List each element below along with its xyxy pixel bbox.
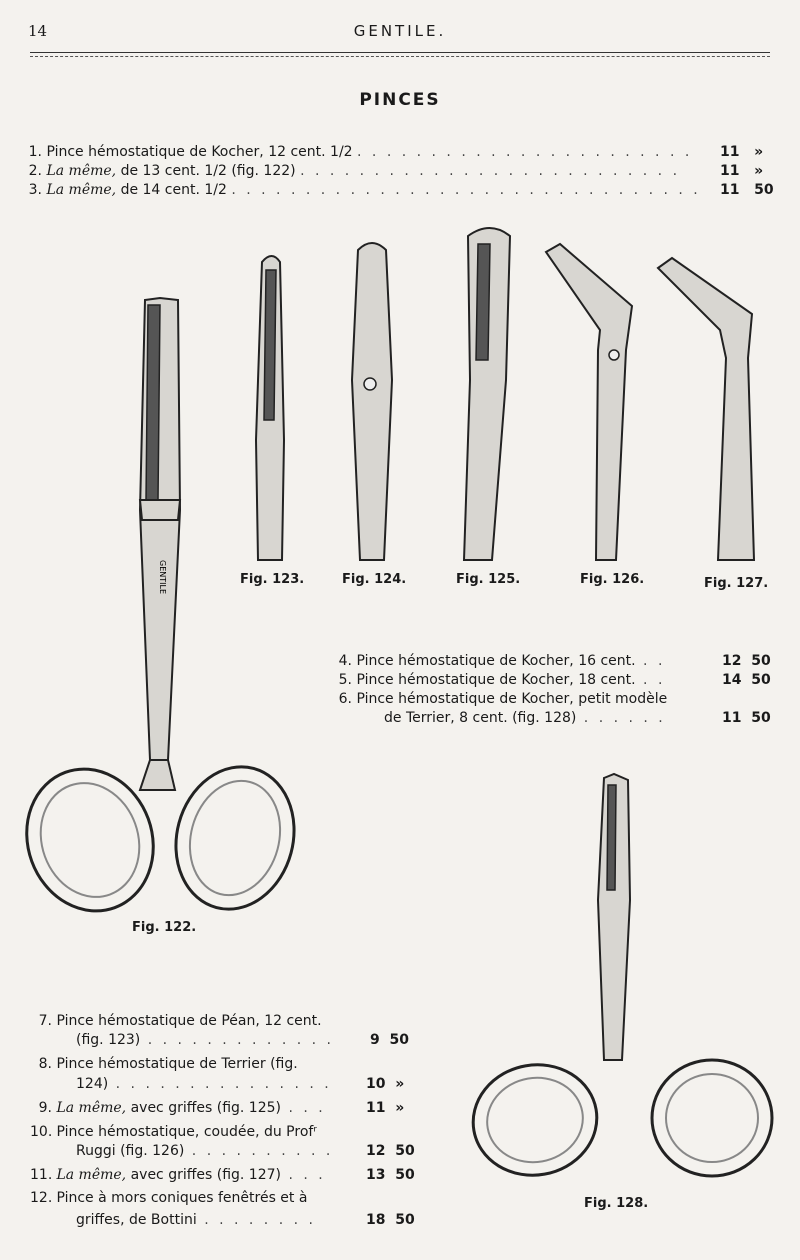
list-item: 3. La même, de 14 cent. 1/2 . . . . . . . . . . . . . . . . . . . . . . . . . . . . . . . . <box>28 182 701 198</box>
list-item: 8. Pince hémostatique de Terrier (fig. <box>38 1056 298 1072</box>
caption-fig-125: Fig. 125. <box>456 572 521 587</box>
forceps-fig-123 <box>256 256 284 560</box>
forceps-fig-127 <box>658 258 754 560</box>
list-item: 2. La même, de 13 cent. 1/2 (fig. 122) . . . . . . . . . . . . . . . . . . . . . . . . . . <box>28 163 681 179</box>
price-item-7: 9 50 <box>370 1032 409 1048</box>
running-title: GENTILE. <box>353 22 447 40</box>
list-item: 11. La même, avec griffes (fig. 127) . . . <box>30 1167 326 1183</box>
page-number: 14 <box>28 22 48 40</box>
list-item: 10. Pince hémostatique, coudée, du Profʳ <box>30 1124 317 1140</box>
price-item-3: 11 50 <box>720 182 774 198</box>
forceps-fig-126 <box>546 244 632 560</box>
caption-fig-123: Fig. 123. <box>240 572 305 587</box>
price-item-6: 11 50 <box>722 710 771 726</box>
forceps-fig-128 <box>464 774 772 1185</box>
list-item: 5. Pince hémostatique de Kocher, 18 cent. . . <box>338 672 666 688</box>
forceps-fig-125 <box>464 228 510 560</box>
list-item: 9. La même, avec griffes (fig. 125) . . . <box>38 1100 326 1116</box>
forceps-fig-124 <box>352 243 392 560</box>
price-item-4: 12 50 <box>722 653 771 669</box>
price-item-11: 13 50 <box>366 1167 415 1183</box>
section-title: PINCES <box>359 90 441 110</box>
list-item: 1. Pince hémostatique de Kocher, 12 cent. 1/2 . . . . . . . . . . . . . . . . . . . . . . . <box>28 144 693 160</box>
caption-fig-127: Fig. 127. <box>704 576 769 591</box>
maker-stamp: GENTILE <box>158 560 167 594</box>
list-item: 6. Pince hémostatique de Kocher, petit modèle <box>338 691 668 707</box>
price-item-2: 11 » <box>720 163 764 179</box>
list-item-continuation: (fig. 123) . . . . . . . . . . . . . <box>76 1032 334 1048</box>
caption-fig-126: Fig. 126. <box>580 572 645 587</box>
list-item-continuation: Ruggi (fig. 126) . . . . . . . . . . <box>76 1143 334 1159</box>
caption-fig-128: Fig. 128. <box>584 1196 649 1211</box>
list-item-continuation: de Terrier, 8 cent. (fig. 128) . . . . . . <box>384 710 666 726</box>
price-item-12: 18 50 <box>366 1212 415 1228</box>
price-item-1: 11 » <box>720 144 764 160</box>
price-item-9: 11 » <box>366 1100 405 1116</box>
list-item: 4. Pince hémostatique de Kocher, 16 cent. . . <box>338 653 666 669</box>
caption-fig-122: Fig. 122. <box>132 920 197 935</box>
list-item: 12. Pince à mors coniques fenêtrés et à <box>30 1190 308 1206</box>
list-item-continuation: 124) . . . . . . . . . . . . . . . <box>76 1076 332 1092</box>
price-item-10: 12 50 <box>366 1143 415 1159</box>
price-item-5: 14 50 <box>722 672 771 688</box>
list-item: 7. Pince hémostatique de Péan, 12 cent. <box>38 1013 322 1029</box>
caption-fig-124: Fig. 124. <box>342 572 407 587</box>
list-item-continuation: griffes, de Bottini . . . . . . . . <box>76 1212 316 1228</box>
price-item-8: 10 » <box>366 1076 405 1092</box>
